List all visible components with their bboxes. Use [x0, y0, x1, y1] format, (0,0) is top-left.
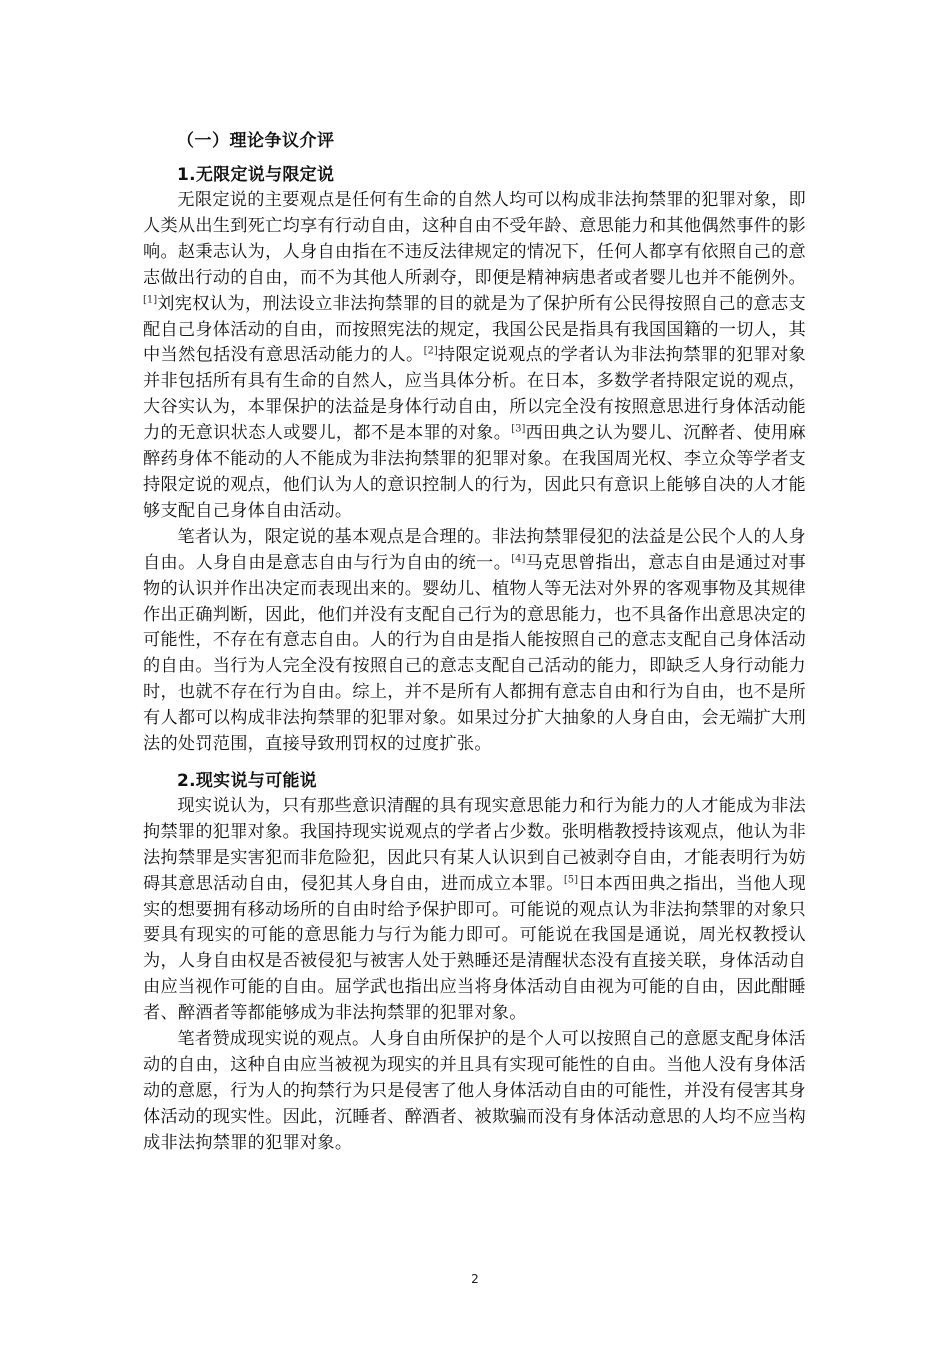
footnote-ref-4[interactable]: [4] [511, 552, 526, 564]
paragraph-2-text-b: 马克思曾指出，意志自由是通过对事物的认识并作出决定而表现出来的。婴幼儿、植物人等无法对外界的客观事物及其规律作出正确判断，因此，他们并没有支配自己行为的意思能力，也不具备作出意思决定的可能性，不存在有意志自由。人的行为自由是指人能按照自己的意志支配自己身体活动的自由。当行为人完全没有按照自己的意志支配自己活动的能力，即缺乏人身行动能力时，也就不存在行为自由。综上，并不是所有人都拥有意志自由和行为自由，也不是所有人都可以构成非法拘禁罪的犯罪对象。如果过分扩大抽象的人身自由，会无端扩大刑法的处罚范围，直接导致刑罚权的过度扩张。 [143, 552, 806, 755]
paragraph-2-text-a: 笔者认为，限定说的基本观点是合理的。非法拘禁罪侵犯的法益是公民个人的人身自由。人身自由是意志自由与行为自由的统一。 [143, 526, 806, 573]
paragraph-4: 笔者赞成现实说的观点。人身自由所保护的是个人可以按照自己的意愿支配身体活动的自由，这种自由应当被视为现实的并且具有实现可能性的自由。当他人没有身体活动的意愿，行为人的拘禁行为只是侵害了他人身体活动自由的可能性，并没有侵害其身体活动的现实性。因此，沉睡者、醉酒者、被欺骗而没有身体活动意思的人均不应当构成非法拘禁罪的犯罪对象。 [143, 1029, 806, 1153]
section-heading: （一）理论争议介评 [177, 131, 335, 151]
paragraph-1 [143, 188, 806, 525]
paragraph-1-text-d: 西田典之认为婴儿、沉醉者、使用麻醉药身体不能动的人不能成为非法拘禁罪的犯罪对象。在我国周光权、李立众等学者支持限定说的观点，他们认为人的意识控制人的行为，因此只有意识上能够自决的人才能够支配自己身体自由活动。 [143, 423, 806, 521]
paragraph-1-text-a: 无限定说的主要观点是任何有生命的自然人均可以构成非法拘禁罪的犯罪对象，即人类从出生到死亡均享有行动自由，这种自由不受年龄、意思能力和其他偶然事件的影响。赵秉志认为，人身自由指在不违反法律规定的情况下，任何人都享有依照自己的意志做出行动的自由，而不为其他人所剥夺，即便是精神病患者或者婴儿也并不能例外。 [143, 190, 806, 288]
paragraph-3-text-b: 日本西田典之指出，当他人现实的想要拥有移动场所的自由时给予保护即可。可能说的观点认为非法拘禁罪的对象只要具有现实的可能的意思能力与行为能力即可。可能说在我国是通说，周光权教授认为，人身自由权是否被侵犯与被害人处于熟睡还是清醒状态没有直接关联，身体活动自由应当视作可能的自由。屈学武也指出应当将身体活动自由视为可能的自由，因此酣睡者、醉酒者等都能够成为非法拘禁罪的犯罪对象。 [143, 873, 806, 1024]
page-content [143, 128, 806, 1157]
footnote-ref-2[interactable]: [2] [423, 345, 438, 357]
footnote-ref-1[interactable]: [1] [143, 293, 158, 305]
paragraph-1-text-b: 刘宪权认为，刑法设立非法拘禁罪的目的就是为了保护所有公民得按照自己的意志支配自己身体活动的自由，而按照宪法的规定，我国公民是指具有我国国籍的一切人，其中当然包括没有意思活动能力的人。 [143, 293, 806, 366]
subsection-heading-1: 1.无限定说与限定说 [177, 165, 335, 185]
subsection-heading-2: 2.现实说与可能说 [177, 770, 317, 791]
paragraph-3 [143, 794, 806, 1027]
footnote-ref-5[interactable]: [5] [563, 873, 579, 885]
paragraph-2 [143, 525, 806, 758]
footnote-ref-3[interactable]: [3] [511, 423, 526, 435]
paragraph-1-text-c: 持限定说观点的学者认为非法拘禁罪的犯罪对象并非包括所有具有生命的自然人，应当具体分析。在日本，多数学者持限定说的观点，大谷实认为，本罪保护的法益是身体行动自由，所以完全没有按照意思进行身体活动能力的无意识状态人或婴儿，都不是本罪的对象。 [143, 345, 806, 444]
page-number: 2 [471, 1272, 479, 1286]
paragraph-3-text-a: 现实说认为，只有那些意识清醒的具有现实意思能力和行为能力的人才能成为非法拘禁罪的犯罪对象。我国持现实说观点的学者占少数。张明楷教授持该观点，他认为非法拘禁罪是实害犯而非危险犯，因此只有某人认识到自己被剥夺自由，才能表明行为妨碍其意思活动自由，侵犯其人身自由，进而成立本罪。 [143, 795, 806, 894]
